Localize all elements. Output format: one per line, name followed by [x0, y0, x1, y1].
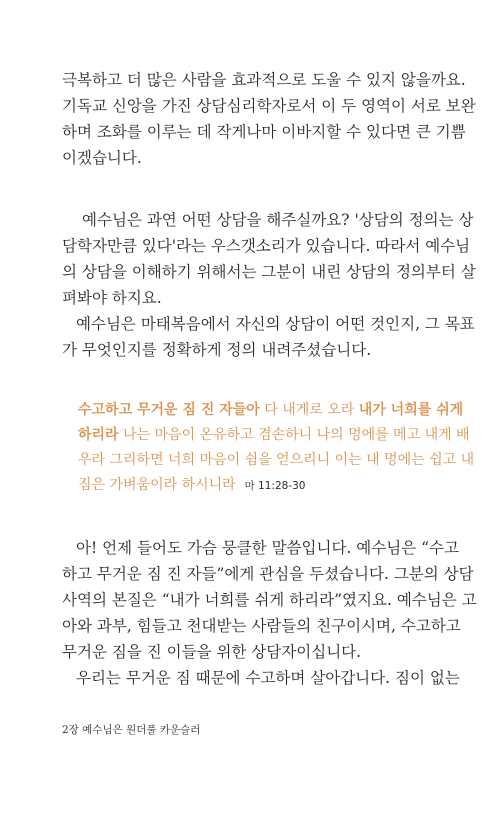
para2-line-1: 예수님은 과연 어떤 상담을 해주실까요? '상담의 정의는 상 — [82, 211, 474, 229]
para4-line-5: 무거운 짐을 진 이들을 위한 상담자이십니다. — [62, 643, 362, 661]
para4-line-1: 아! 언제 들어도 가슴 뭉클한 말씀입니다. 예수님은 “수고 — [76, 539, 459, 557]
para2-line-4: 펴봐야 하지요. — [62, 289, 162, 307]
quote-line-2 — [78, 425, 470, 445]
quote-line-4 — [78, 475, 438, 496]
quote-text: 짐은 가벼움이라 하시니라 — [78, 477, 236, 493]
para2-line-2: 담학자만큼 있다'라는 우스갯소리가 있습니다. 따라서 예수님 — [62, 237, 471, 255]
quote-emphasis: 수고하고 무거운 짐 진 자들아 — [78, 402, 260, 418]
scripture-reference: 마 11:28-30 — [244, 480, 306, 492]
quote-line-3: 우라 그리하면 너희 마음이 쉼을 얻으리니 이는 내 멍에는 쉽고 내 — [78, 452, 475, 468]
para4-line-2: 하고 무거운 짐 진 자들”에게 관심을 두셨습니다. 그분의 상담 — [62, 565, 474, 583]
para5-line-1: 우리는 무거운 짐 때문에 수고하며 살아갑니다. 짐이 없는 — [76, 669, 460, 687]
para4-line-4: 아와 과부, 힘들고 천대받는 사람들의 친구이시며, 수고하고 — [62, 617, 461, 635]
para1-line-1: 극복하고 더 많은 사람을 효과적으로 도울 수 있지 않을까요. — [62, 71, 466, 89]
para3-line-2: 가 무엇인지를 정확하게 정의 내려주셨습니다. — [62, 341, 372, 359]
para1-line-2: 기독교 신앙을 가진 상담심리학자로서 이 두 영역이 서로 보완 — [62, 97, 476, 115]
para1-line-3: 하며 조화를 이루는 데 작게나마 이바지할 수 있다면 큰 기쁨 — [62, 123, 466, 141]
quote-text: 다 내게로 오라 — [259, 402, 359, 418]
para4-line-3: 사역의 본질은 “내가 너희를 쉬게 하리라”였지요. 예수님은 고 — [62, 591, 477, 609]
running-footer: 2장 예수님은 원더풀 카운슬러 — [62, 724, 201, 736]
para3-line-1: 예수님은 마태복음에서 자신의 상담이 어떤 것인지, 그 목표 — [76, 315, 475, 333]
para2-line-3: 의 상담을 이해하기 위해서는 그분이 내린 상담의 정의부터 살 — [62, 263, 476, 281]
quote-emphasis: 하리라 — [78, 427, 119, 443]
para1-line-4: 이겠습니다. — [62, 149, 142, 167]
quote-emphasis: 내가 너희를 쉬게 — [358, 402, 464, 418]
quote-text: 나는 마음이 온유하고 겸손하니 나의 멍에를 메고 내게 배 — [118, 427, 470, 443]
quote-line-1 — [78, 400, 464, 420]
